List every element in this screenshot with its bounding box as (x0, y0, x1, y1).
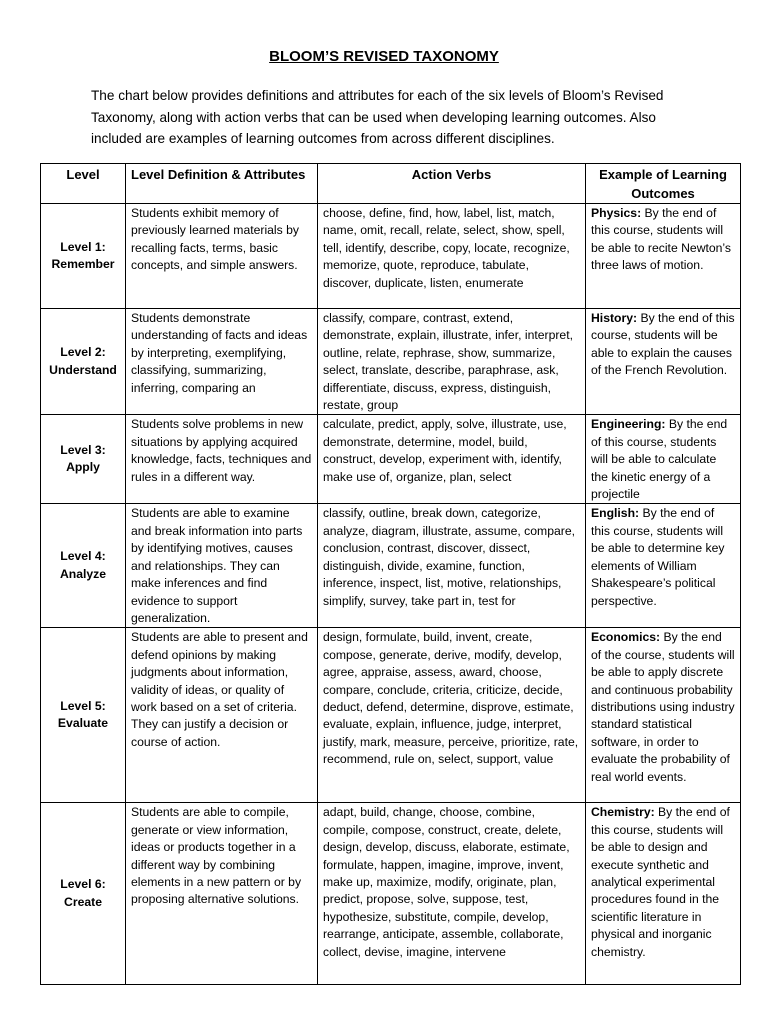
table-row (41, 309, 741, 415)
level-number: Level 4: (60, 549, 106, 564)
example-text: By the end of this course, students will be able to recite Newton’s three laws of motion. (591, 206, 732, 273)
example-text: By the end of this course, students will be able to design and execute synthetic and analytical experimental procedures found in the scientific literature in physical and inorganic chemistry. (591, 805, 730, 959)
definition-cell: Students are able to present and defend opinions by making judgments about information, validity of ideas, or quality of work based on a set of criteria. They can justify a decision or course of action. (126, 628, 318, 803)
level-number: Level 6: (60, 877, 106, 892)
table-row (41, 628, 741, 803)
example-cell (586, 204, 741, 309)
intro-paragraph: The chart below provides definitions and attributes for each of the six levels of Bloom’s Revised Taxonomy, along with action verbs that can be used when developing learning outcomes. Also included are examples of learning outcomes from across different disciplines. (91, 88, 664, 147)
level-name: Evaluate (57, 716, 109, 731)
level-number: Level 1: (60, 239, 106, 254)
verbs-cell: classify, compare, contrast, extend, demonstrate, explain, illustrate, infer, interpret, outline, relate, rephrase, show, summarize, select, translate, describe, paraphrase, ask, differentiate, discuss, express, distinguish, restate, group (318, 309, 586, 415)
example-subject: Economics: (591, 630, 661, 645)
example-text: By the end of this course, students will be able to calculate the kinetic energy of a projectile (591, 417, 728, 502)
header-level: Level (41, 164, 126, 204)
verbs-cell: calculate, predict, apply, solve, illustrate, use, demonstrate, determine, model, build, construct, develop, experiment with, identify, make use of, organize, plan, select (318, 415, 586, 504)
definition-text: Students demonstrate understanding of facts and ideas by interpreting, exemplifying, classifying, summarizing, inferring, comparing an (131, 311, 308, 395)
definition-cell: Students solve problems in new situations by applying acquired knowledge, facts, techniques and rules in a different way. (126, 415, 318, 504)
example-subject: English: (591, 506, 640, 521)
example-cell (586, 309, 741, 415)
header-definition: Level Definition & Attributes (126, 164, 318, 204)
example-subject: Engineering: (591, 417, 666, 432)
level-cell (41, 415, 126, 504)
level-name: Understand (49, 362, 117, 377)
example-subject: Chemistry: (591, 805, 655, 820)
level-cell (41, 309, 126, 415)
level-cell (41, 803, 126, 985)
example-text: By the end of this course, students will be able to explain the causes of the French Revolution. (591, 311, 735, 378)
level-name: Apply (66, 460, 100, 475)
example-cell (586, 803, 741, 985)
level-cell (41, 504, 126, 628)
example-text: By the end of this course, students will be able to determine key elements of William Shakespeare’s political perspective. (591, 506, 725, 608)
example-text: By the end of the course, students will be able to apply discrete and continuous probability distributions using industry standard statistical software, in order to evaluate the probability of real world events. (591, 630, 735, 784)
verbs-cell: design, formulate, build, invent, create, compose, generate, derive, modify, develop, agree, appraise, assess, award, choose, compare, conclude, criteria, criticize, decide, deduct, defend, determine, disprove, estimate, evaluate, explain, influence, judge, interpret, justify, mark, measure, perceive, prioritize, rate, recommend, rule on, select, support, value (318, 628, 586, 803)
level-cell (41, 204, 126, 309)
example-cell (586, 504, 741, 628)
table-row (41, 504, 741, 628)
definition-cell: Students are able to examine and break information into parts by identifying motives, causes and relationships. They can make inferences and find evidence to support generalization. (126, 504, 318, 628)
definition-cell (126, 309, 318, 415)
page-title: BLOOM’S REVISED TAXONOMY (269, 48, 499, 65)
example-subject: History: (591, 311, 638, 325)
taxonomy-table (40, 163, 741, 985)
table-row (41, 204, 741, 309)
definition-cell: Students are able to compile, generate or view information, ideas or products together in a different way by combining elements in a new pattern or by proposing alternative solutions. (126, 803, 318, 985)
header-example-outcomes: Example of Learning Outcomes (586, 164, 741, 204)
level-name: Analyze (59, 566, 107, 581)
level-number: Level 2: (60, 345, 106, 360)
verbs-cell: choose, define, find, how, label, list, match, name, omit, recall, relate, select, show, spell, tell, identify, describe, copy, locate, recognize, memorize, quote, reproduce, tabulate, discover, duplicate, listen, enumerate (318, 204, 586, 309)
level-number: Level 5: (60, 698, 106, 713)
header-action-verbs: Action Verbs (318, 164, 586, 204)
table-header-row (41, 164, 741, 204)
definition-cell: Students exhibit memory of previously learned materials by recalling facts, terms, basic concepts, and simple answers. (126, 204, 318, 309)
level-number: Level 3: (60, 443, 106, 458)
example-cell (586, 415, 741, 504)
verbs-cell: classify, outline, break down, categorize, analyze, diagram, illustrate, assume, compare, conclusion, contrast, discover, dissect, distinguish, divide, examine, function, inference, inspect, list, motive, relationships, simplify, survey, take part in, test for (318, 504, 586, 628)
level-cell (41, 628, 126, 803)
table-row (41, 803, 741, 985)
level-name: Remember (51, 257, 115, 271)
table-row (41, 415, 741, 504)
example-subject: Physics: (591, 206, 642, 220)
level-name: Create (64, 894, 102, 909)
example-cell (586, 628, 741, 803)
verbs-cell: adapt, build, change, choose, combine, compile, compose, construct, create, delete, design, develop, discuss, elaborate, estimate, formulate, happen, imagine, improve, invent, make up, maximize, modify, originate, plan, predict, propose, solve, suppose, test, hypothesize, substitute, compile, develop, rearrange, anticipate, assemble, collaborate, collect, devise, imagine, intervene (318, 803, 586, 985)
